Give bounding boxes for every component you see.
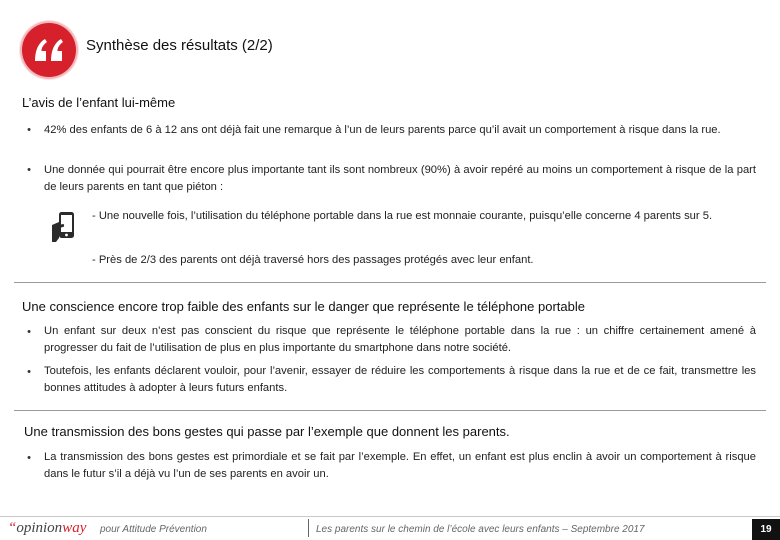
quote-icon [33, 37, 65, 63]
bullet-marker: • [27, 452, 31, 464]
page-number: 19 [752, 519, 780, 540]
section-heading-phone-danger: Une conscience encore trop faible des enfants sur le danger que représente le téléphone portable [22, 299, 585, 314]
bullet-text: La transmission des bons gestes est primordiale et se fait par l’exemple. En effet, un enfant est plus enclin à avoir un comportement à risque dans le futur s’il a déjà vu l’un de ses parents en avoir un. [44, 451, 756, 480]
bullet-text: Un enfant sur deux n’est pas conscient du risque que représente le téléphone portable dans la rue : un chiffre certainement amené à progresser du fait de l’utilisation de plus en plus importante du smartphone dans notre société. [44, 325, 756, 354]
footer-rule [0, 516, 780, 517]
brand-quote: “ [8, 520, 17, 536]
section-heading-parents-example: Une transmission des bons gestes qui passe par l’exemple que donnent les parents. [24, 424, 510, 439]
page-title: Synthèse des résultats (2/2) [86, 37, 273, 54]
sub-item-text: - Près de 2/3 des parents ont déjà traversé hors des passages protégés avec leur enfant. [92, 254, 534, 266]
bullet-text: Toutefois, les enfants déclarent vouloir, pour l’avenir, essayer de réduire les comportements à risque dans la rue et de ce fait, transmettre les bonnes attitudes à adopter à leurs futurs enfants. [44, 365, 756, 394]
bullet-marker: • [27, 164, 31, 176]
footer-separator [308, 519, 309, 537]
logo-badge [22, 23, 76, 77]
bullet-marker: • [27, 366, 31, 378]
section-divider [14, 282, 766, 283]
bullet-marker: • [27, 124, 31, 136]
bullet-marker: • [27, 326, 31, 338]
bullet-text: Une donnée qui pourrait être encore plus importante tant ils sont nombreux (90%) à avoir repéré au moins un comportement à risque de la part de leurs parents en tant que piéton : [44, 164, 756, 193]
section-heading-child-opinion: L’avis de l’enfant lui-même [22, 95, 176, 110]
footer-study-title: Les parents sur le chemin de l’école avec leurs enfants – Septembre 2017 [316, 524, 645, 535]
smartphone-icon [50, 211, 82, 243]
brand-logo [8, 520, 86, 537]
bullet-text: 42% des enfants de 6 à 12 ans ont déjà fait une remarque à l’un de leurs parents parce qu’il avait un comportement à risque dans la rue. [44, 124, 721, 136]
sub-item-text: - Une nouvelle fois, l’utilisation du téléphone portable dans la rue est monnaie courante, puisqu’elle concerne 4 parents sur 5. [92, 210, 713, 222]
section-divider [14, 410, 766, 411]
brand-opinion: opinion [16, 520, 63, 536]
footer-client: pour Attitude Prévention [100, 524, 207, 535]
brand-way: way [62, 520, 87, 536]
